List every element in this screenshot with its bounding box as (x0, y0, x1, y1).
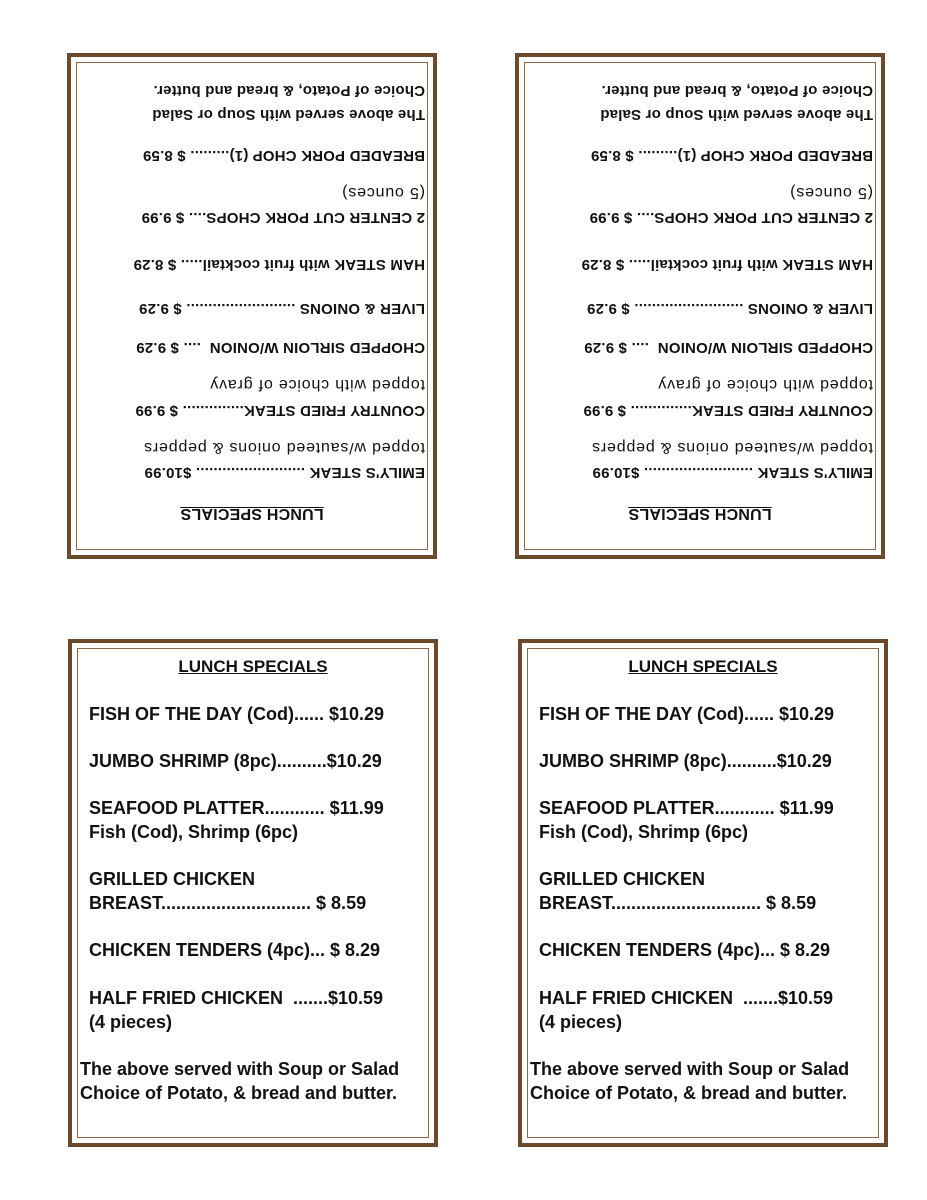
menu-item-note: Fish (Cod), Shrimp (6pc) (89, 822, 298, 842)
card-title: LUNCH SPECIALS (180, 505, 324, 522)
card-footer: Choice of Potato, & bread and butter. (153, 82, 425, 99)
menu-item: BREADED PORK CHOP (1)......... $ 8.59 (142, 147, 425, 164)
menu-item: LIVER & ONIONS ......................... $ 9.29 (138, 300, 425, 317)
menu-card-top-left (67, 53, 437, 559)
menu-item-note: (5 ounces) (341, 184, 425, 201)
menu-item: BREAST.............................. $ 8.59 (89, 893, 367, 913)
menu-item: CHICKEN TENDERS (4pc)... $ 8.29 (89, 940, 381, 960)
menu-item: 2 CENTER CUT PORK CHOPS.... $ 9.99 (141, 209, 425, 226)
card-title: LUNCH SPECIALS (178, 657, 328, 676)
card-footer: Choice of Potato, & bread and butter. (530, 1083, 848, 1103)
menu-item: CHOPPED SIRLOIN W/ONION .... $ 9.29 (136, 339, 425, 356)
menu-item: COUNTRY FRIED STEAK.............. $ 9.99 (135, 402, 425, 419)
menu-item: HAM STEAK with fruit cocktail..... $ 8.29 (581, 256, 873, 273)
menu-item: HAM STEAK with fruit cocktail..... $ 8.29 (133, 256, 425, 273)
menu-item-note: topped w/sauteed onions & peppers (591, 439, 873, 456)
card-footer: The above served with Soup or Salad (80, 1059, 400, 1079)
menu-item: JUMBO SHRIMP (8pc)..........$10.29 (89, 751, 382, 771)
menu-item: CHICKEN TENDERS (4pc)... $ 8.29 (539, 940, 831, 960)
card-footer: The above served with Soup or Salad (530, 1059, 850, 1079)
menu-item: FISH OF THE DAY (Cod)...... $10.29 (89, 704, 385, 724)
menu-item-note: Fish (Cod), Shrimp (6pc) (539, 822, 748, 842)
menu-item-note: (4 pieces) (89, 1012, 173, 1032)
menu-card-bottom-left (68, 639, 438, 1147)
menu-item: SEAFOOD PLATTER............ $11.99 (539, 798, 834, 818)
menu-item-note: topped with choice of gravy (209, 376, 425, 393)
menu-item-note: (5 ounces) (789, 184, 873, 201)
menu-item: EMILY'S STEAK ......................... $10.99 (144, 464, 425, 481)
menu-item: BREADED PORK CHOP (1)......... $ 8.59 (590, 147, 873, 164)
menu-item: HALF FRIED CHICKEN .......$10.59 (89, 988, 384, 1008)
menu-card-bottom-right (518, 639, 888, 1147)
card-footer: The above served with Soup or Salad (600, 106, 873, 123)
menu-item: SEAFOOD PLATTER............ $11.99 (89, 798, 384, 818)
card-footer: The above served with Soup or Salad (152, 106, 425, 123)
menu-item: JUMBO SHRIMP (8pc)..........$10.29 (539, 751, 832, 771)
menu-item: BREAST.............................. $ 8.59 (539, 893, 817, 913)
menu-item-note: topped w/sauteed onions & peppers (143, 439, 425, 456)
menu-item-note: topped with choice of gravy (657, 376, 873, 393)
menu-item: LIVER & ONIONS ......................... $ 9.29 (586, 300, 873, 317)
card-title: LUNCH SPECIALS (628, 657, 778, 676)
menu-item: FISH OF THE DAY (Cod)...... $10.29 (539, 704, 835, 724)
menu-card-top-right (515, 53, 885, 559)
menu-item: EMILY'S STEAK ......................... $10.99 (592, 464, 873, 481)
menu-item: HALF FRIED CHICKEN .......$10.59 (539, 988, 834, 1008)
menu-item: COUNTRY FRIED STEAK.............. $ 9.99 (583, 402, 873, 419)
menu-item: 2 CENTER CUT PORK CHOPS.... $ 9.99 (589, 209, 873, 226)
card-footer: Choice of Potato, & bread and butter. (601, 82, 873, 99)
card-title: LUNCH SPECIALS (628, 505, 772, 522)
menu-item: GRILLED CHICKEN (89, 869, 255, 889)
card-footer: Choice of Potato, & bread and butter. (80, 1083, 398, 1103)
menu-item-note: (4 pieces) (539, 1012, 623, 1032)
menu-item: GRILLED CHICKEN (539, 869, 705, 889)
menu-item: CHOPPED SIRLOIN W/ONION .... $ 9.29 (584, 339, 873, 356)
